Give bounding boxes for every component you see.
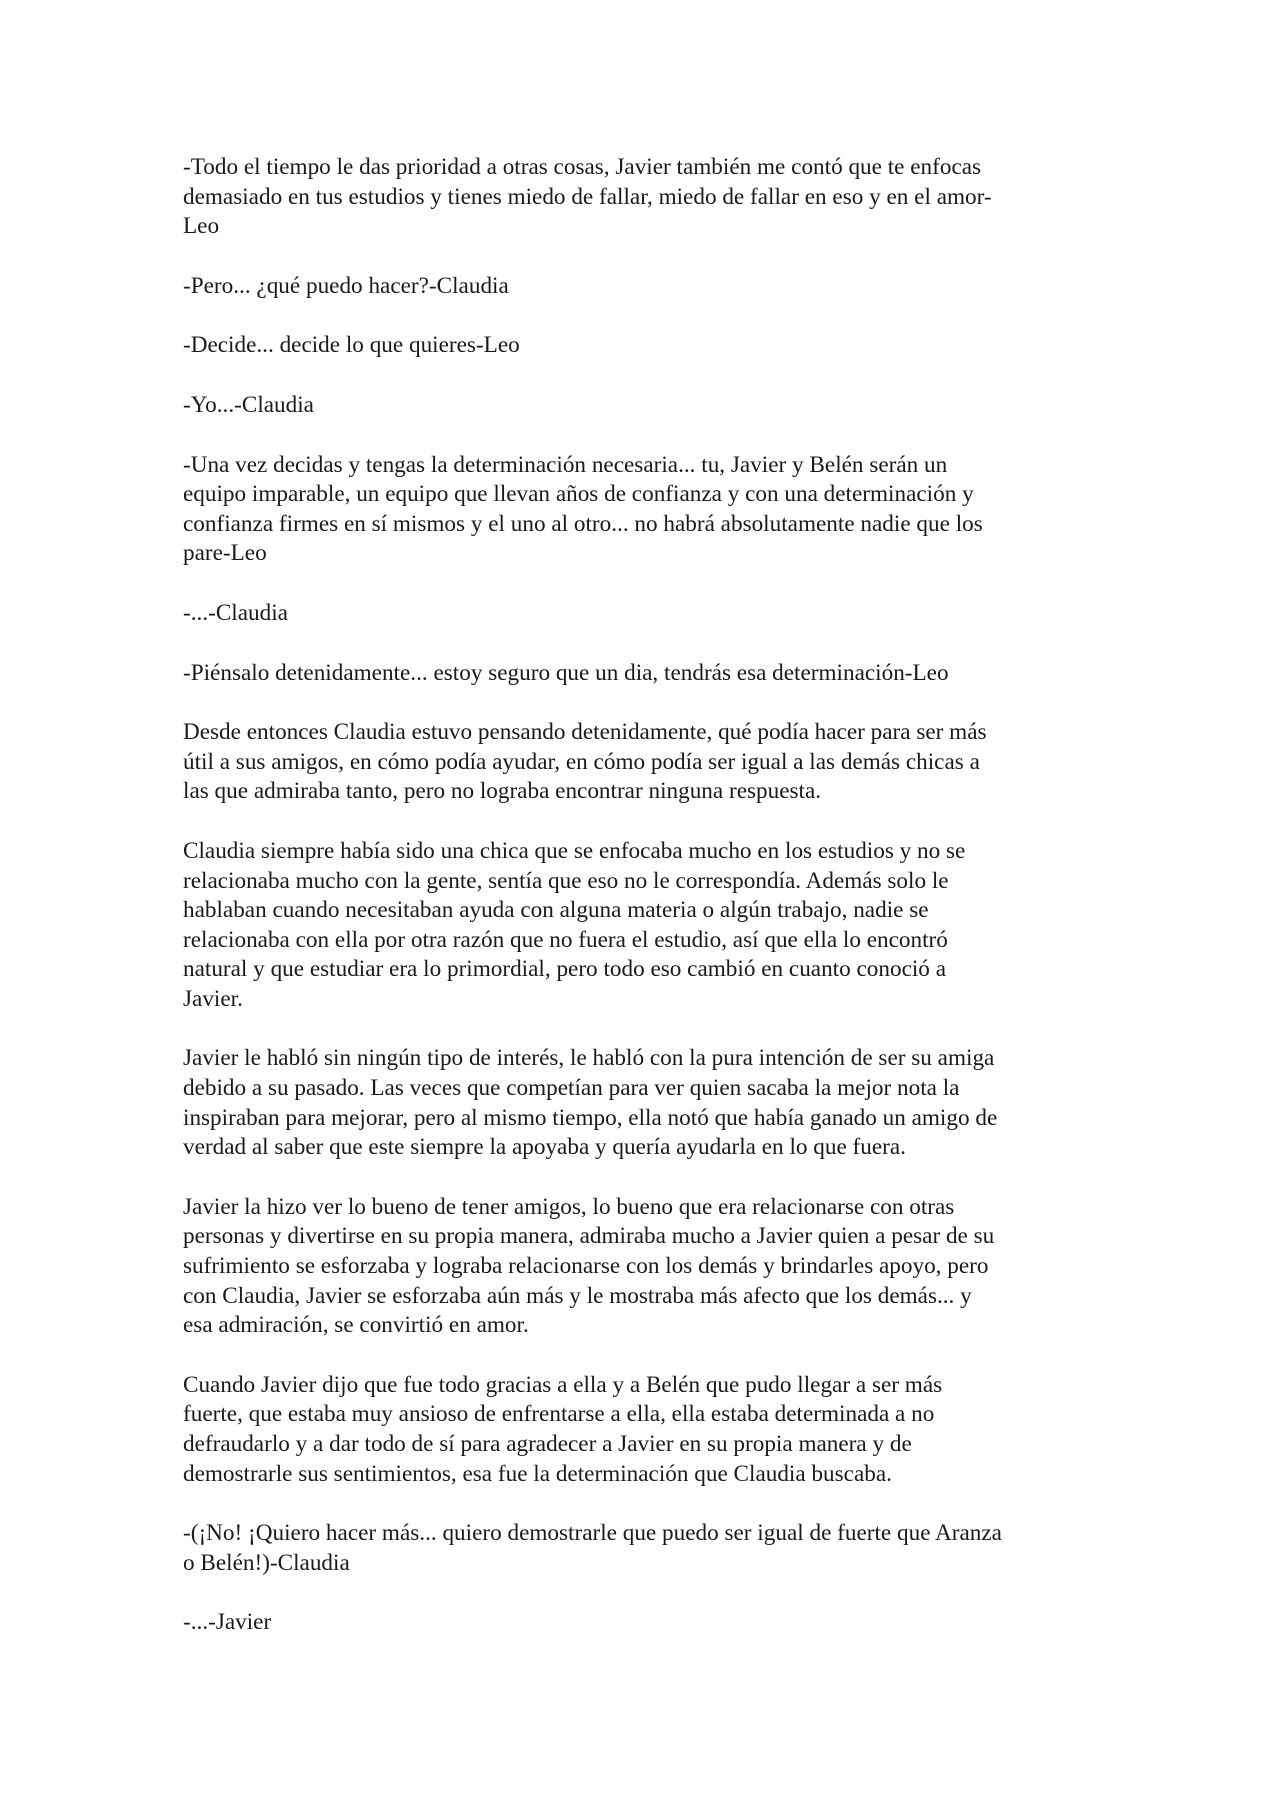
text-line: relacionaba mucho con la gente, sentía que eso no le correspondía. Además solo le bbox=[183, 867, 949, 894]
text-line: las que admiraba tanto, pero no lograba encontrar ninguna respuesta. bbox=[183, 778, 822, 805]
paragraph bbox=[183, 718, 1103, 807]
text-line: equipo imparable, un equipo que llevan años de confianza y con una determinación y bbox=[183, 481, 974, 508]
document-body bbox=[183, 153, 1103, 1668]
text-line: Javier le habló sin ningún tipo de interés, le habló con la pura intención de ser su amiga bbox=[183, 1045, 995, 1072]
text-line: -Una vez decidas y tengas la determinación necesaria... tu, Javier y Belén serán un bbox=[183, 451, 948, 478]
text-line: Javier. bbox=[183, 985, 243, 1012]
text-line: -...-Claudia bbox=[183, 599, 288, 626]
paragraph bbox=[183, 1371, 1103, 1489]
text-line: útil a sus amigos, en cómo podía ayudar, en cómo podía ser igual a las demás chicas a bbox=[183, 748, 980, 775]
text-line: confianza firmes en sí mismos y el uno al otro... no habrá absolutamente nadie que los bbox=[183, 510, 983, 537]
paragraph bbox=[183, 451, 1103, 569]
text-line: sufrimiento se esforzaba y lograba relacionarse con los demás y brindarles apoyo, pero bbox=[183, 1253, 989, 1280]
text-line: verdad al saber que este siempre la apoyaba y quería ayudarla en lo que fuera. bbox=[183, 1134, 906, 1161]
text-line: Leo bbox=[183, 213, 220, 240]
text-line: hablaban cuando necesitaban ayuda con alguna materia o algún trabajo, nadie se bbox=[183, 897, 929, 924]
paragraph bbox=[183, 272, 1103, 302]
text-line: -Pero... ¿qué puedo hacer?-Claudia bbox=[183, 272, 509, 299]
text-line: Desde entonces Claudia estuvo pensando detenidamente, qué podía hacer para ser más bbox=[183, 719, 987, 746]
paragraph bbox=[183, 1519, 1103, 1578]
paragraph bbox=[183, 391, 1103, 421]
paragraph bbox=[183, 599, 1103, 629]
paragraph bbox=[183, 1044, 1103, 1162]
text-line: relacionaba con ella por otra razón que no fuera el estudio, así que ella lo encontró bbox=[183, 926, 948, 953]
paragraph bbox=[183, 331, 1103, 361]
text-line: -Decide... decide lo que quieres-Leo bbox=[183, 332, 520, 359]
paragraph bbox=[183, 837, 1103, 1015]
paragraph bbox=[183, 153, 1103, 242]
text-line: Claudia siempre había sido una chica que se enfocaba mucho en los estudios y no se bbox=[183, 837, 966, 864]
text-line: esa admiración, se convirtió en amor. bbox=[183, 1312, 529, 1339]
text-line: natural y que estudiar era lo primordial, pero todo eso cambió en cuanto conoció a bbox=[183, 956, 946, 983]
text-line: -(¡No! ¡Quiero hacer más... quiero demostrarle que puedo ser igual de fuerte que Aranza bbox=[183, 1520, 1002, 1547]
text-line: -Todo el tiempo le das prioridad a otras cosas, Javier también me contó que te enfocas bbox=[183, 154, 982, 180]
text-line: -Piénsalo detenidamente... estoy seguro que un dia, tendrás esa determinación-Leo bbox=[183, 659, 949, 686]
text-line: pare-Leo bbox=[183, 540, 267, 567]
text-line: demasiado en tus estudios y tienes miedo de fallar, miedo de fallar en eso y en el amor- bbox=[183, 183, 992, 210]
text-line: personas y divertirse en su propia manera, admiraba mucho a Javier quien a pesar de su bbox=[183, 1223, 995, 1250]
text-line: o Belén!)-Claudia bbox=[183, 1549, 350, 1576]
text-line: -...-Javier bbox=[183, 1609, 272, 1636]
text-line: -Yo...-Claudia bbox=[183, 391, 314, 418]
paragraph bbox=[183, 659, 1103, 689]
text-line: fuerte, que estaba muy ansioso de enfrentarse a ella, ella estaba determinada a no bbox=[183, 1401, 935, 1428]
text-line: defraudarlo y a dar todo de sí para agradecer a Javier en su propia manera y de bbox=[183, 1431, 912, 1457]
paragraph bbox=[183, 1193, 1103, 1341]
text-line: Javier la hizo ver lo bueno de tener amigos, lo bueno que era relacionarse con otras bbox=[183, 1193, 955, 1220]
text-line: inspiraban para mejorar, pero al mismo tiempo, ella notó que había ganado un amigo de bbox=[183, 1104, 998, 1131]
text-line: con Claudia, Javier se esforzaba aún más y le mostraba más afecto que los demás... y bbox=[183, 1282, 972, 1309]
text-line: Cuando Javier dijo que fue todo gracias a ella y a Belén que pudo llegar a ser más bbox=[183, 1371, 943, 1398]
text-line: debido a su pasado. Las veces que competían para ver quien sacaba la mejor nota la bbox=[183, 1075, 960, 1102]
paragraph bbox=[183, 1608, 1103, 1638]
text-line: demostrarle sus sentimientos, esa fue la determinación que Claudia buscaba. bbox=[183, 1460, 892, 1487]
